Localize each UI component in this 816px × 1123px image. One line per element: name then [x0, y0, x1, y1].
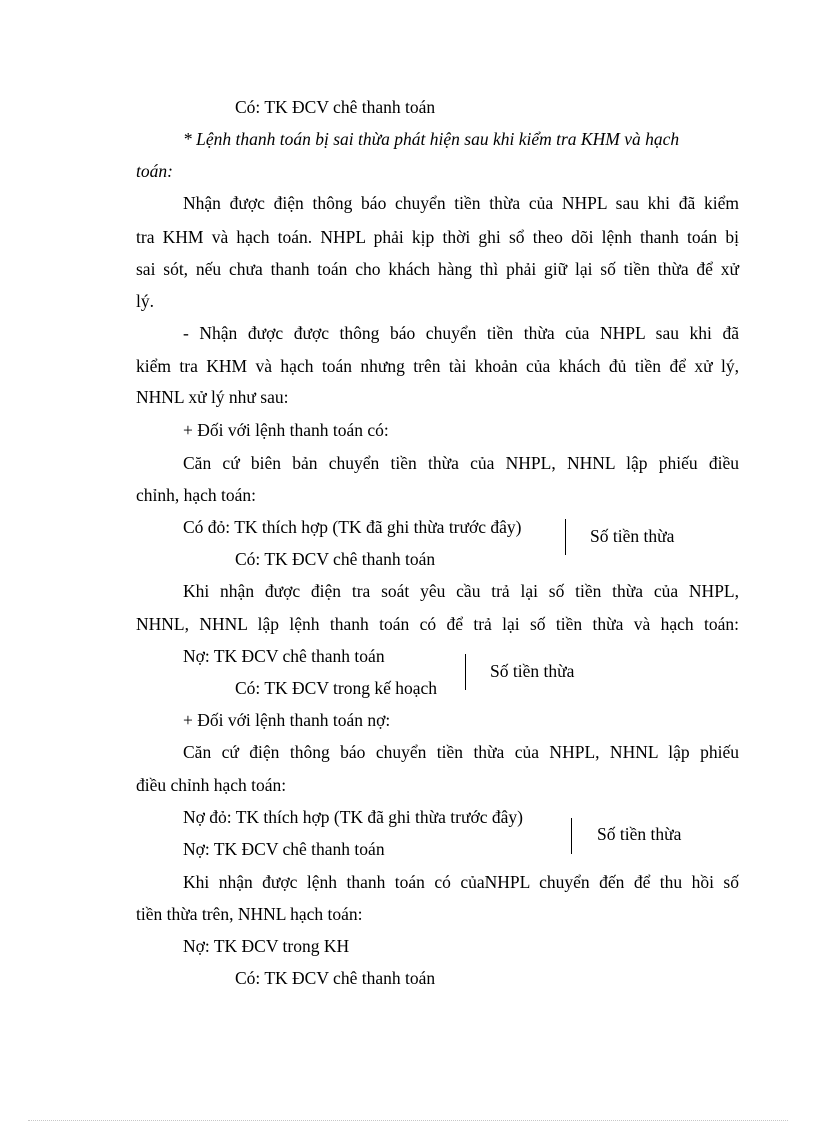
text-line: Căn cứ điện thông báo chuyển tiền thừa của NHPL, NHNL lập phiếu [183, 742, 739, 762]
bracket-label: Số tiền thừa [490, 661, 575, 681]
text-line: điều chỉnh hạch toán: [136, 775, 287, 795]
entry-line: Nợ đỏ: TK thích hợp (TK đã ghi thừa trước đây) [183, 807, 523, 827]
entry-line: Nợ: TK ĐCV chê thanh toán [183, 839, 385, 859]
text-line: Khi nhận được lệnh thanh toán có củaNHPL chuyển đến để thu hồi số [183, 872, 739, 892]
entry-line: Có: TK ĐCV trong kế hoạch [235, 678, 438, 698]
text-line: Có: TK ĐCV chê thanh toán [235, 97, 436, 117]
text-line: Nhận được điện thông báo chuyển tiền thừa của NHPL sau khi đã kiểm [183, 193, 739, 213]
text-line: sai sót, nếu chưa thanh toán cho khách hàng thì phải giữ lại số tiền thừa để xử [136, 259, 739, 279]
text-line-italic: * Lệnh thanh toán bị sai thừa phát hiện sau khi kiểm tra KHM và hạch [183, 129, 680, 149]
entry-line: Có: TK ĐCV chê thanh toán [235, 549, 436, 569]
bracket-bar [565, 519, 566, 555]
text-line: chỉnh, hạch toán: [136, 485, 257, 505]
text-line: lý. [136, 291, 154, 311]
text-line: tra KHM và hạch toán. NHPL phải kịp thời ghi sổ theo dõi lệnh thanh toán bị [136, 227, 739, 247]
text-line: NHNL xử lý như sau: [136, 387, 289, 407]
text-line-italic: toán: [136, 161, 173, 181]
text-line: - Nhận được được thông báo chuyển tiền thừa của NHPL sau khi đã [183, 323, 739, 343]
entry-line: Có đỏ: TK thích hợp (TK đã ghi thừa trước đây) [183, 517, 522, 537]
text-line: Khi nhận được điện tra soát yêu cầu trả lại số tiền thừa của NHPL, [183, 581, 739, 601]
entry-line: Nợ: TK ĐCV trong KH [183, 936, 350, 956]
entry-line: Nợ: TK ĐCV chê thanh toán [183, 646, 385, 666]
bracket-bar [571, 818, 572, 854]
text-line: + Đối với lệnh thanh toán có: [183, 420, 389, 440]
text-line: kiểm tra KHM và hạch toán nhưng trên tài khoản của khách đủ tiền để xử lý, [136, 356, 739, 376]
text-line: tiền thừa trên, NHNL hạch toán: [136, 904, 363, 924]
bracket-label: Số tiền thừa [597, 824, 682, 844]
bracket-label: Số tiền thừa [590, 526, 675, 546]
entry-line: Có: TK ĐCV chê thanh toán [235, 968, 436, 988]
page-footer-dotted-rule [28, 1120, 788, 1121]
text-line: Căn cứ biên bản chuyển tiền thừa của NHPL, NHNL lập phiếu điều [183, 453, 739, 473]
text-line: + Đối với lệnh thanh toán nợ: [183, 710, 391, 730]
text-line: NHNL, NHNL lập lệnh thanh toán có để trả lại số tiền thừa và hạch toán: [136, 614, 739, 634]
bracket-bar [465, 654, 466, 690]
